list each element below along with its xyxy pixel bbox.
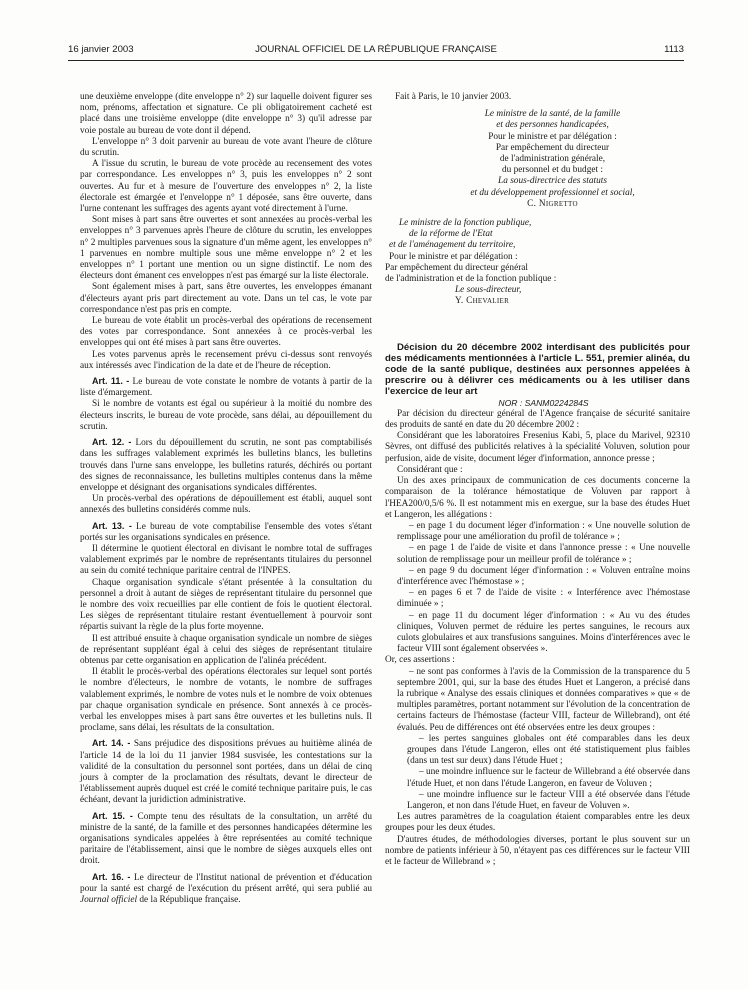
paragraph: Il est attribué ensuite à chaque organisation syndicale un nombre de sièges de représentant suppléant égal à celui des sièges de représentant titulaire obtenus par cette organisation en application de l'alinéa précédent.	[80, 633, 372, 666]
paragraph: A l'issue du scrutin, le bureau de vote procède au recensement des votes par correspondance. Les enveloppes n° 3, puis les enveloppes n° 2 sont ouvertes. Au fur et à mesure de l'ouverture des enveloppes n° 2, la liste électorale est émargée et l'enveloppe n° 1 déposée, sans être ouverte, dans l'urne contenant les suffrages des agents ayant voté directement à l'urne.	[80, 159, 372, 215]
paragraph: D'autres études, de méthodologies diverses, portant le plus souvent sur un nombre de patients inférieur à 50, n'étayent pas ces différences sur le facteur VIII et le facteur de Willebrand » ;	[385, 834, 690, 867]
signature-block-2	[385, 218, 690, 308]
article-text: Le directeur de l'Institut national de prévention et d'éducation pour la santé est chargé de l'exécution du présent arrêté, qui sera publié au	[80, 872, 372, 894]
article-text-end: de la République française.	[137, 895, 241, 906]
signatory-line: Pour le ministre et par délégation :	[488, 131, 617, 142]
signatory-line: de l'administration et de la fonction publique :	[385, 274, 557, 285]
signatory-title: Le ministre de la fonction publique,	[399, 218, 532, 229]
list-item: – en page 11 du document léger d'information : « Au vu des études cliniques, Voluven permet de réduire les pertes sanguines, le recours aux culots globulaires et aux transfusions sanguines. Moins d'interférences avec le facteur VIII sont également observées ».	[397, 610, 690, 655]
article-16	[80, 872, 372, 907]
list-item: – en page 1 de l'aide de visite et dans l'annonce presse : « Une nouvelle solution de remplissage pour un meilleur profil de tolérance » ;	[397, 543, 690, 565]
sub-list-item: – une moindre influence sur le facteur VIII a été observée dans l'étude Langeron, et non dans l'étude Huet, en faveur de Voluven ».	[407, 789, 690, 811]
header-title: JOURNAL OFFICIEL DE LA RÉPUBLIQUE FRANÇAISE	[255, 44, 497, 55]
paragraph: Les votes parvenus après le recensement prévu ci-dessus sont renvoyés aux intéressés avec l'indication de la date et de l'heure de réception.	[80, 349, 372, 371]
journal-name: Journal officiel	[80, 895, 138, 906]
article-text: Le bureau de vote constate le nombre de votants à partir de la liste d'émargement.	[80, 377, 372, 399]
article-label: Art. 15. -	[92, 810, 133, 821]
list-item: – en page 9 du document léger d'information : « Voluven entraîne moins d'interférence avec l'hémostase » ;	[397, 565, 690, 587]
article-11	[80, 376, 372, 399]
signatory-line: du personnel et du budget :	[502, 165, 603, 176]
list-item: – en page 1 du document léger d'information : « Une nouvelle solution de remplissage pour une amélioration du profil de tolérance » ;	[397, 520, 690, 543]
signatory-title: La sous-directrice des statuts	[498, 176, 607, 187]
article-text: Sans préjudice des dispositions prévues au huitième alinéa de l'article 14 de la loi du 11 janvier 1984 susvisée, les contestations sur la validité de la consultation du personnel sont portées, dans un délai de cinq jours à compter de la proclamation des résultats, devant le directeur de l'établissement auprès duquel est créé le comité technique paritaire puis, le cas échéant, devant la juridiction administrative.	[80, 739, 372, 806]
paragraph: Chaque organisation syndicale s'étant présentée à la consultation du personnel a droit à autant de sièges de représentant titulaire du personnel que le nombre des voix recueillies par elle contient de fois le quotient électoral. Les sièges de représentant titulaire restant éventuellement à pourvoir sont répartis suivant la règle de la plus forte moyenne.	[80, 577, 372, 633]
signatory-title: et des personnes handicapées,	[496, 120, 609, 131]
article-text: Compte tenu des résultats de la consultation, un arrêté du ministre de la santé, de la famille et des personnes handicapées détermine les organisations syndicales appelées à être représentées au comité technique paritaire de l'établissement, ainsi que le nombre de sièges auxquels elles ont droit.	[80, 811, 372, 867]
left-column	[80, 92, 372, 906]
list-item: – en pages 6 et 7 de l'aide de visite : « Interférence avec l'hémostase diminuée » ;	[397, 588, 690, 610]
paragraph: Les autres paramètres de la coagulation étaient comparables entre les deux groupes pour les deux études.	[385, 812, 690, 834]
paragraph: Par décision du directeur général de l'Agence française de sécurité sanitaire des produits de santé en date du 20 décembre 2002 :	[385, 408, 690, 431]
signatory-name: Y. Chevalier	[455, 296, 510, 307]
signatory-title: et de l'aménagement du territoire,	[389, 240, 516, 251]
page-header	[68, 44, 684, 60]
paragraph: Il détermine le quotient électoral en divisant le nombre total de suffrages valablement exprimés par le nombre de représentants titulaires du personnel au sein du comité technique paritaire central de l'INPES.	[80, 543, 372, 577]
sub-list-item: – les pertes sanguines globales ont été comparables dans les deux groupes dans l'étude Langeron, elles ont été statistiquement plus faibles (dans un test sur deux) dans l'étude Huet ;	[407, 733, 690, 767]
decision-title: Décision du 20 décembre 2002 interdisant des publicités pour des médicaments mentionnées à l'article L. 551, premier alinéa, du code de la santé publique, destinées aux personnes appelées à prescrire ou à délivrer ces médicaments ou à les utiliser dans l'exercice de leur art	[385, 341, 690, 398]
paragraph: Considérant que :	[397, 464, 463, 475]
signatory-line: de l'administration générale,	[499, 154, 606, 165]
nor-reference: NOR : SANM0224284S	[498, 397, 589, 408]
article-label: Art. 14. -	[92, 738, 131, 749]
article-label: Art. 12. -	[92, 437, 132, 448]
header-page-number: 1113	[664, 44, 684, 55]
signatory-line: Par empêchement du directeur général	[385, 262, 528, 273]
paragraph: Un des axes principaux de communication de ces documents concerne la comparaison de la tolérance hémostatique de Voluven par rapport à l'HEA200/0,5/6 %. Il est notamment mis en exergue, sur la base des études Huet et Langeron, les allégations :	[385, 476, 690, 520]
list-item: – ne sont pas conformes à l'avis de la Commission de la transparence du 5 septembre 2001, qui, sur la base des études Huet et Langeron, a précisé dans la rubrique « Analyse des essais cliniques et données comparatives » que « de multiples paramètres, portant notamment sur l'évolution de la concentration de certains facteurs de l'hémostase (facteur VIII, facteur de Willebrand), ont été évalués. Peu de différences ont été observées entre les deux groupes :	[397, 666, 690, 733]
header-date: 16 janvier 2003	[68, 44, 134, 55]
paragraph: Sont mises à part sans être ouvertes et sont annexées au procès-verbal les enveloppes n° 3 parvenues après l'heure de clôture du scrutin, les enveloppes n° 2 multiples parvenues sous la signature d'un même agent, les enveloppes n° 1 parvenues en nombre multiple sous une même enveloppe n° 2 et les enveloppes n° 1 portant une mention ou un signe distinctif. Le nom des électeurs dont émanent ces enveloppes n'est pas émargé sur la liste électorale.	[80, 215, 372, 282]
paragraph: Si le nombre de votants est égal ou supérieur à la moitié du nombre des électeurs inscrits, le bureau de vote procède, sans délai, au dépouillement du scrutin.	[80, 399, 372, 432]
paragraph: L'enveloppe n° 3 doit parvenir au bureau de vote avant l'heure de clôture du scrutin.	[80, 136, 372, 159]
signatory-title: et du développement professionnel et social,	[470, 187, 635, 198]
signatory-title: Le ministre de la santé, de la famille	[484, 109, 621, 120]
header-rule	[68, 60, 684, 61]
paragraph: Considérant que les laboratoires Fresenius Kabi, 5, place du Marivel, 92310 Sèvres, ont diffusé des publicités relatives à la spécialité Voluven, solution pour perfusion, aide de visite, document léger d'information, annonce presse ;	[385, 431, 690, 464]
article-15	[80, 811, 372, 868]
paragraph: Or, ces assertions :	[385, 655, 455, 666]
signature-block-1	[385, 109, 690, 210]
paragraph: Il établit le procès-verbal des opérations électorales sur lequel sont portés le nombre d'électeurs, le nombre de votants, le nombre de suffrages valablement exprimés, le nombre de votes nuls et le nombre de voix obtenues par chaque organisation syndicale en présence. Sont annexés à ce procès-verbal les enveloppes mises à part sans être ouvertes et les bulletins nuls. Il proclame, sans délai, les résultats de la consultation.	[80, 667, 372, 734]
right-column	[385, 92, 690, 868]
paragraph: Sont également mises à part, sans être ouvertes, les enveloppes émanant d'électeurs ayant pris part directement au vote. Dans un tel cas, le vote par correspondance n'est pas pris en compte.	[80, 282, 372, 315]
article-12	[80, 437, 372, 494]
article-text: Lors du dépouillement du scrutin, ne sont pas comptabilisés dans les suffrages valablement exprimés les bulletins blancs, les bulletins trouvés dans l'urne sans enveloppe, les bulletins raturés, déchirés ou portant des signes de reconnaissance, les bulletins multiples contenus dans la même enveloppe et désignant des organisations syndicales différentes.	[80, 438, 372, 493]
signature-date: Fait à Paris, le 10 janvier 2003.	[395, 92, 512, 102]
paragraph: Le bureau de vote établit un procès-verbal des opérations de recensement des votes par correspondance. Sont annexées à ce procès-verbal les enveloppes qui ont été mises à part sans être ouvertes.	[80, 316, 372, 349]
article-14	[80, 738, 372, 806]
signatory-title: Le sous-directeur,	[455, 285, 522, 296]
article-label: Art. 11. -	[92, 376, 130, 387]
paragraph: une deuxième enveloppe (dite enveloppe n° 2) sur laquelle doivent figurer ses nom, prénoms, affectation et signature. Ce pli obligatoirement cacheté est placé dans une troisième enveloppe (dite enveloppe n° 3) qu'il adresse par voie postale au bureau de vote dont il dépend.	[80, 92, 372, 136]
article-label: Art. 16. -	[92, 871, 131, 882]
article-label: Art. 13. -	[92, 520, 132, 531]
article-text: Le bureau de vote comptabilise l'ensemble des votes s'étant portés sur les organisations syndicales en présence.	[80, 521, 372, 543]
paragraph: Un procès-verbal des opérations de dépouillement est établi, auquel sont annexés des bulletins considérés comme nuls.	[80, 494, 372, 516]
article-13	[80, 521, 372, 544]
signatory-name: C. Nigretto	[527, 198, 578, 209]
signatory-line: Par empêchement du directeur	[495, 142, 610, 153]
signatory-title: de la réforme de l'Etat	[409, 229, 493, 240]
sub-list-item: – une moindre influence sur le facteur de Willebrand a été observée dans l'étude Huet, et non dans l'étude Langeron, en faveur de Voluven ;	[407, 767, 690, 789]
signatory-line: Pour le ministre et par délégation :	[389, 251, 518, 262]
